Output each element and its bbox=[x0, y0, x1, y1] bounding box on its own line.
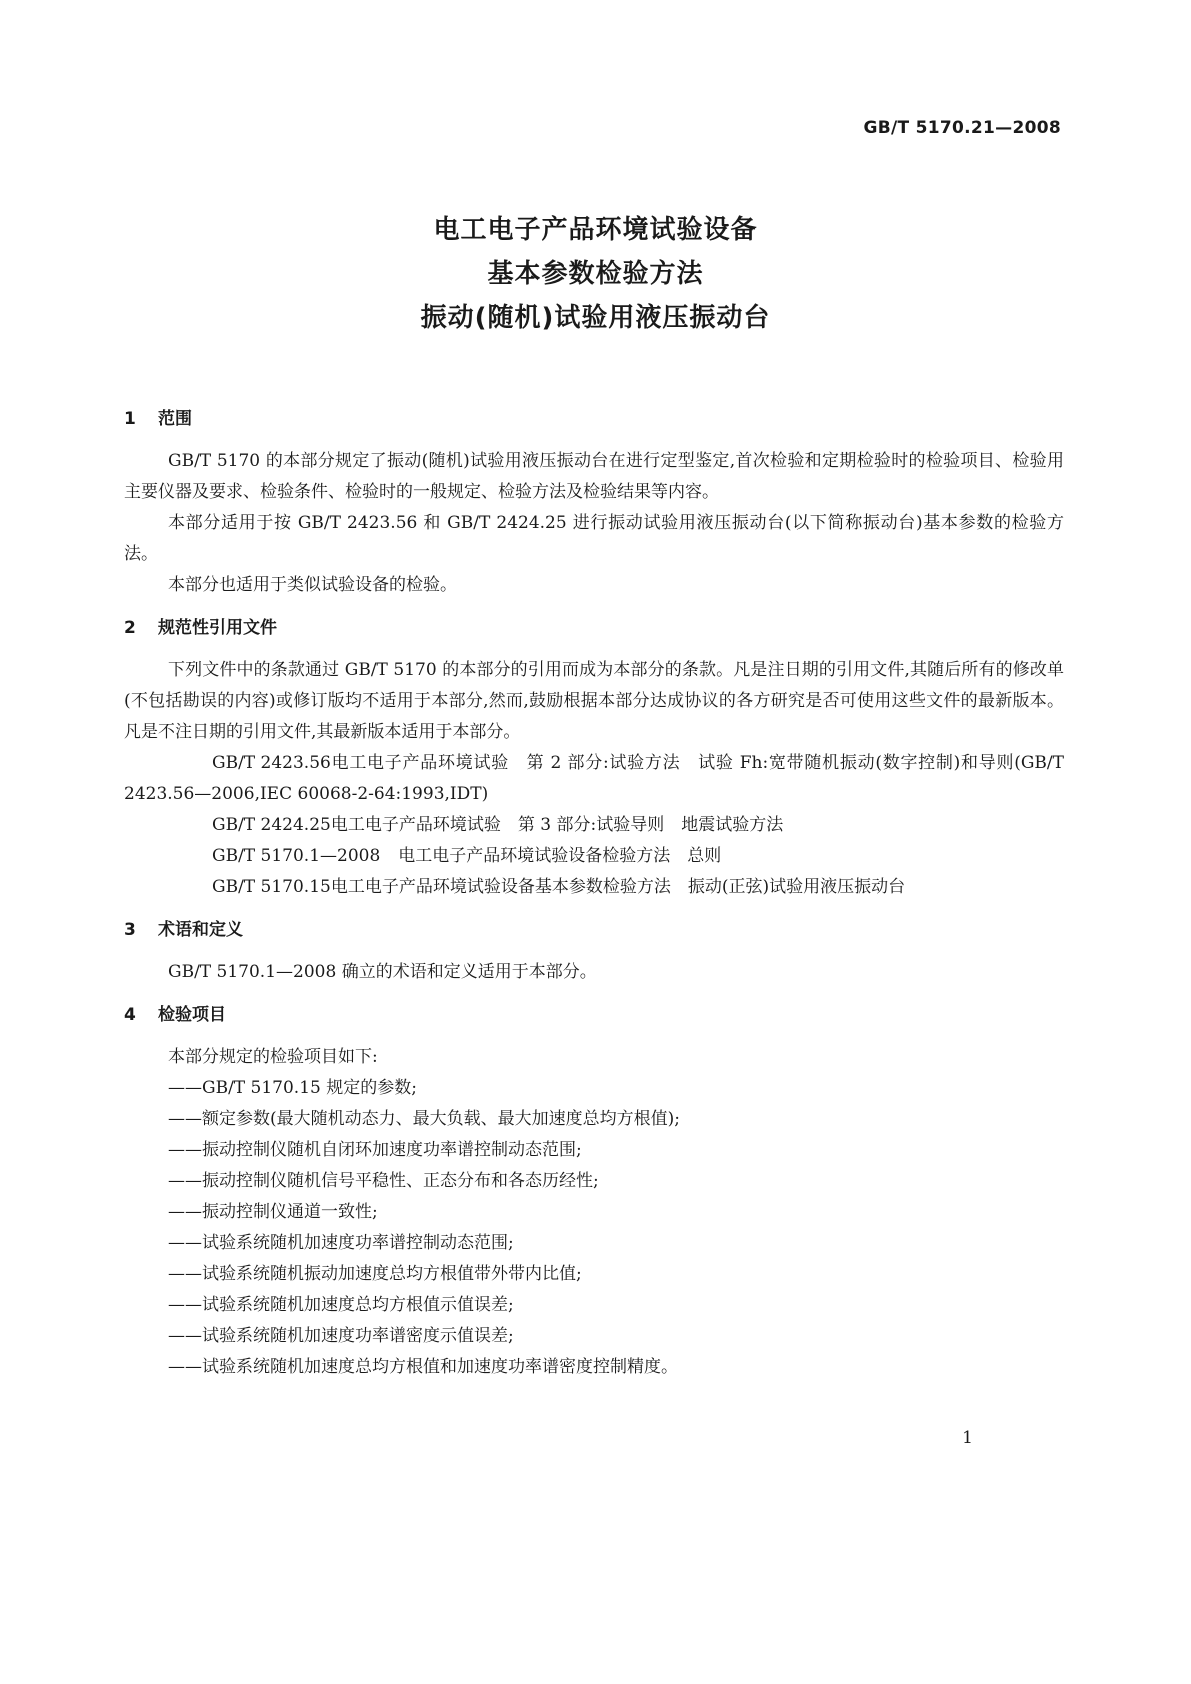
reference-title: 电工电子产品环境试验设备检验方法 总则 bbox=[398, 846, 722, 866]
title-line-1: 电工电子产品环境试验设备 bbox=[433, 215, 758, 245]
paragraph: 本部分规定的检验项目如下: bbox=[168, 1047, 378, 1067]
page-number: 1 bbox=[962, 1428, 973, 1448]
section-title: 范围 bbox=[158, 409, 192, 429]
list-item: ——振动控制仪通道一致性; bbox=[168, 1202, 378, 1222]
document-title bbox=[0, 208, 1191, 340]
paragraph: GB/T 5170 的本部分规定了振动(随机)试验用液压振动台在进行定型鉴定,首次检验和定期检验时的检验项目、检验用主要仪器及要求、检验条件、检验时的一般规定、检验方法及检验结果等内容。 bbox=[124, 451, 1064, 502]
section-heading-inspection-items bbox=[124, 996, 1064, 1034]
reference-item bbox=[124, 810, 1064, 841]
list-item: ——试验系统随机振动加速度总均方根值带外带内比值; bbox=[168, 1264, 582, 1284]
paragraph: 下列文件中的条款通过 GB/T 5170 的本部分的引用而成为本部分的条款。凡是注日期的引用文件,其随后所有的修改单(不包括勘误的内容)或修订版均不适用于本部分,然而,鼓励根据本部分达成协议的各方研究是否可使用这些文件的最新版本。凡是不注日期的引用文件,其最新版本适用于本部分。 bbox=[124, 660, 1064, 742]
section-title: 检验项目 bbox=[158, 1005, 226, 1025]
section-number: 3 bbox=[124, 920, 136, 940]
list-item: ——额定参数(最大随机动态力、最大负载、最大加速度总均方根值); bbox=[168, 1109, 680, 1129]
reference-title: 电工电子产品环境试验 第 2 部分:试验方法 试验 Fh:宽带随机振动(数字控制)和导则(GB/T 2423.56—2006,IEC 60068-2-64:1993,IDT) bbox=[124, 753, 1064, 804]
reference-code: GB/T 2423.56 bbox=[212, 753, 331, 773]
document-body bbox=[124, 392, 1064, 1383]
list-item: ——振动控制仪随机信号平稳性、正态分布和各态历经性; bbox=[168, 1171, 599, 1191]
title-line-3: 振动(随机)试验用液压振动台 bbox=[420, 303, 771, 333]
section-title: 规范性引用文件 bbox=[158, 618, 277, 638]
inspection-item-list bbox=[124, 1073, 1064, 1383]
list-item: ——试验系统随机加速度功率谱密度示值误差; bbox=[168, 1326, 514, 1346]
list-item: ——GB/T 5170.15 规定的参数; bbox=[168, 1078, 417, 1098]
reference-item bbox=[124, 841, 1064, 872]
reference-item bbox=[124, 748, 1064, 810]
paragraph: GB/T 5170.1—2008 确立的术语和定义适用于本部分。 bbox=[168, 962, 597, 982]
section-number: 2 bbox=[124, 618, 136, 638]
standard-code: GB/T 5170.21—2008 bbox=[863, 118, 1061, 138]
reference-title: 电工电子产品环境试验设备基本参数检验方法 振动(正弦)试验用液压振动台 bbox=[330, 877, 906, 897]
paragraph: 本部分也适用于类似试验设备的检验。 bbox=[168, 575, 457, 595]
section-heading-normative-references bbox=[124, 609, 1064, 647]
reference-item bbox=[124, 872, 1064, 903]
list-item: ——振动控制仪随机自闭环加速度功率谱控制动态范围; bbox=[168, 1140, 582, 1160]
reference-code: GB/T 2424.25 bbox=[212, 815, 331, 835]
list-item: ——试验系统随机加速度总均方根值示值误差; bbox=[168, 1295, 514, 1315]
list-item: ——试验系统随机加速度总均方根值和加速度功率谱密度控制精度。 bbox=[168, 1357, 678, 1377]
list-item: ——试验系统随机加速度功率谱控制动态范围; bbox=[168, 1233, 514, 1253]
section-title: 术语和定义 bbox=[158, 920, 243, 940]
section-number: 4 bbox=[124, 1005, 136, 1025]
section-heading-scope bbox=[124, 400, 1064, 438]
reference-code: GB/T 5170.15 bbox=[212, 877, 331, 897]
reference-code: GB/T 5170.1—2008 bbox=[212, 846, 381, 866]
reference-title: 电工电子产品环境试验 第 3 部分:试验导则 地震试验方法 bbox=[330, 815, 784, 835]
title-line-2: 基本参数检验方法 bbox=[487, 259, 704, 289]
paragraph: 本部分适用于按 GB/T 2423.56 和 GB/T 2424.25 进行振动试验用液压振动台(以下简称振动台)基本参数的检验方法。 bbox=[124, 513, 1064, 564]
section-heading-terms bbox=[124, 911, 1064, 949]
section-number: 1 bbox=[124, 409, 136, 429]
